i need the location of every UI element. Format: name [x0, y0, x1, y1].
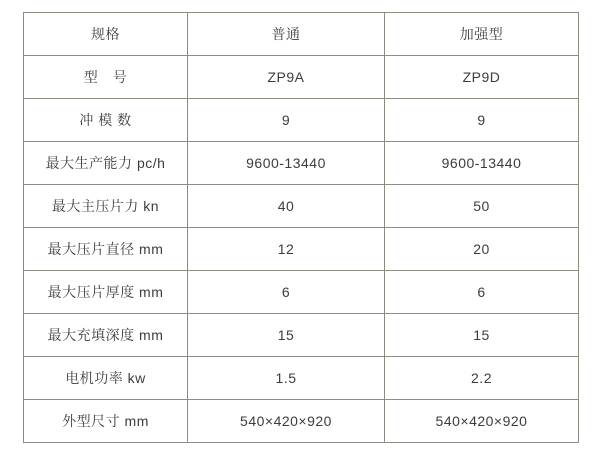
- value-reinforced: ZP9D: [385, 56, 579, 99]
- value-normal: 12: [188, 228, 385, 271]
- value-normal: 15: [188, 314, 385, 357]
- value-reinforced: 2.2: [385, 357, 579, 400]
- value-reinforced: 540×420×920: [385, 400, 579, 443]
- value-normal: 6: [188, 271, 385, 314]
- value-reinforced: 20: [385, 228, 579, 271]
- table-row: [24, 99, 579, 142]
- row-label: 最大主压片力 kn: [24, 185, 188, 228]
- value-normal: 9: [188, 99, 385, 142]
- value-reinforced: 50: [385, 185, 579, 228]
- value-normal: ZP9A: [188, 56, 385, 99]
- value-normal: 40: [188, 185, 385, 228]
- table-row: [24, 357, 579, 400]
- specification-table: [23, 12, 579, 443]
- value-normal: 1.5: [188, 357, 385, 400]
- table-row: [24, 400, 579, 443]
- row-label: 最大压片厚度 mm: [24, 271, 188, 314]
- row-label: 最大压片直径 mm: [24, 228, 188, 271]
- value-reinforced: 9600-13440: [385, 142, 579, 185]
- header-cell-spec: 规格: [24, 13, 188, 56]
- value-normal: 540×420×920: [188, 400, 385, 443]
- row-label: 外型尺寸 mm: [24, 400, 188, 443]
- table-header-row: [24, 13, 579, 56]
- table-row: [24, 228, 579, 271]
- table-row: [24, 185, 579, 228]
- value-reinforced: 9: [385, 99, 579, 142]
- row-label: 电机功率 kw: [24, 357, 188, 400]
- table-row: [24, 142, 579, 185]
- table-row: [24, 314, 579, 357]
- table-row: [24, 56, 579, 99]
- value-normal: 9600-13440: [188, 142, 385, 185]
- row-label: 冲 模 数: [24, 99, 188, 142]
- row-label: 最大充填深度 mm: [24, 314, 188, 357]
- row-label: 最大生产能力 pc/h: [24, 142, 188, 185]
- row-label: 型 号: [24, 56, 188, 99]
- value-reinforced: 15: [385, 314, 579, 357]
- header-cell-reinforced: 加强型: [385, 13, 579, 56]
- value-reinforced: 6: [385, 271, 579, 314]
- table-row: [24, 271, 579, 314]
- header-cell-normal: 普通: [188, 13, 385, 56]
